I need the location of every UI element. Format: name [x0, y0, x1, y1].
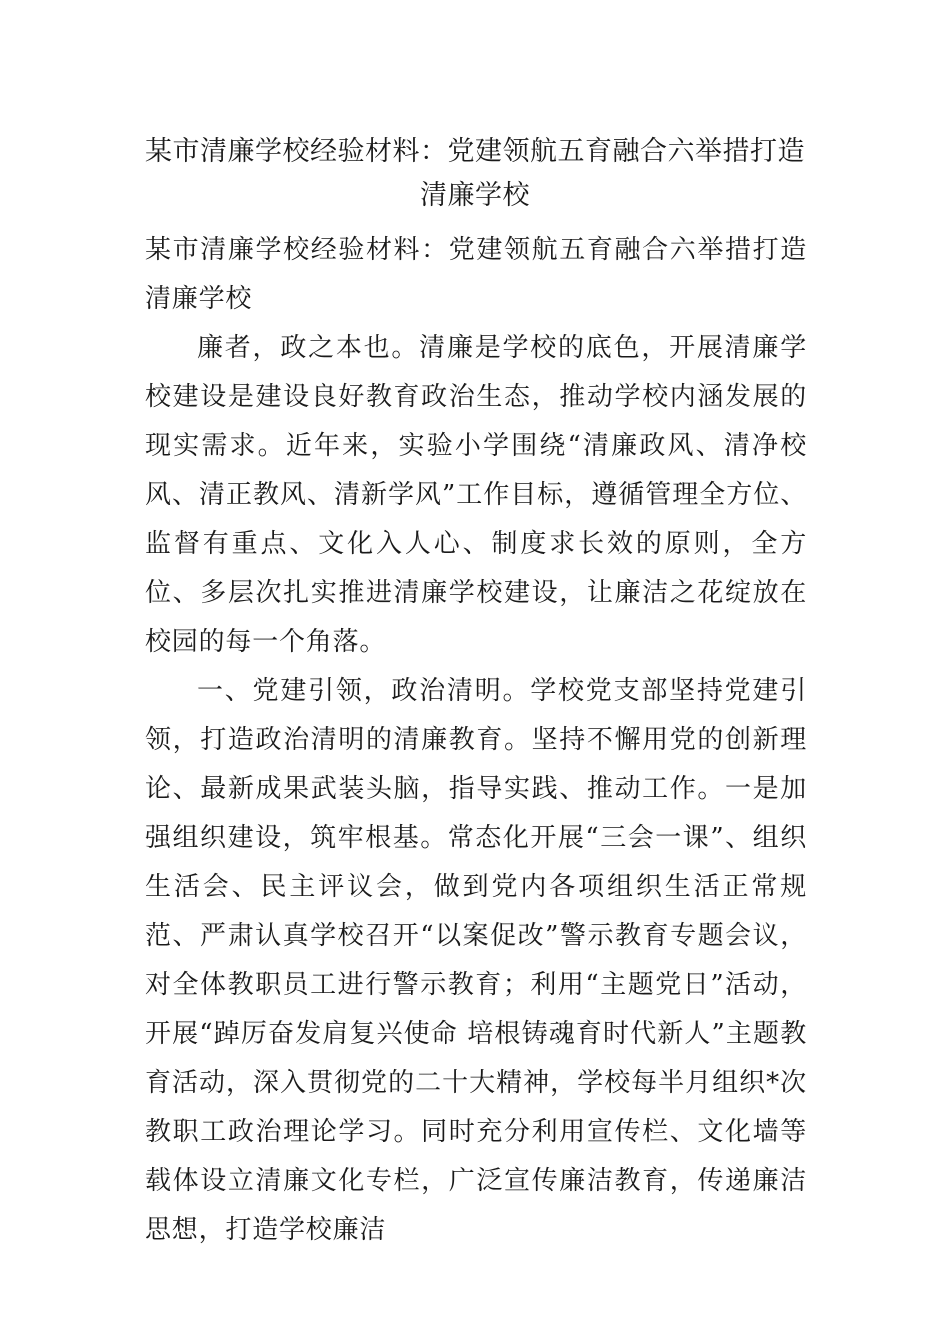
section-one-paragraph: 一、党建引领，政治清明。学校党支部坚持党建引领，打造政治清明的清廉教育。坚持不懈用党的创新理论、最新成果武装头脑，指导实践、推动工作。一是加强组织建设，筑牢根基。常态化开展“三会一课”、组织生活会、民主评议会，做到党内各项组织生活正常规范、严肃认真学校召开“以案促改”警示教育专题会议，对全体教职员工进行警示教育；利用“主题党日”活动，开展“踔厉奋发肩复兴使命 培根铸魂育时代新人”主题教育活动，深入贯彻党的二十大精神，学校每半月组织*次教职工政治理论学习。同时充分利用宣传栏、文化墙等载体设立清廉文化专栏，广泛宣传廉洁教育，传递廉洁思想，打造学校廉洁: [145, 676, 807, 1245]
document-body: [145, 226, 807, 1255]
intro-paragraph: 廉者，政之本也。清廉是学校的底色，开展清廉学校建设是建设良好教育政治生态，推动学校内涵发展的现实需求。近年来，实验小学围绕“清廉政风、清净校风、清正教风、清新学风”工作目标，遵循管理全方位、监督有重点、文化入人心、制度求长效的原则，全方位、多层次扎实推进清廉学校建设，让廉洁之花绽放在校园的每一个角落。: [145, 333, 807, 657]
document-title: 某市清廉学校经验材料：党建领航五育融合六举措打造清廉学校: [145, 136, 805, 211]
repeated-title-paragraph: 某市清廉学校经验材料：党建领航五育融合六举措打造清廉学校: [145, 235, 807, 314]
